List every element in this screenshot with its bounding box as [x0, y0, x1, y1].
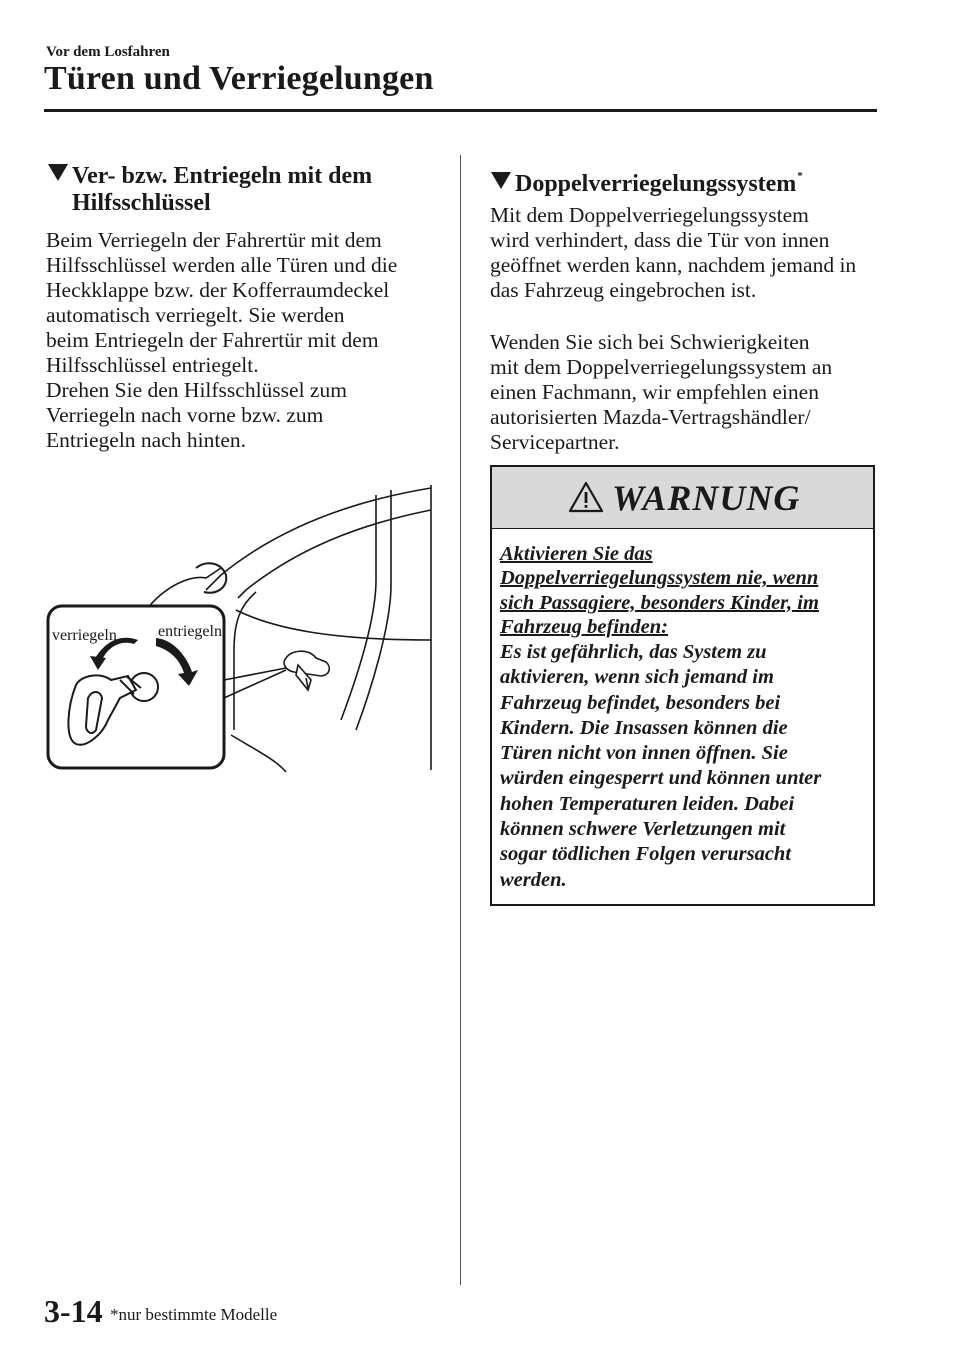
key-illustration [46, 480, 441, 780]
warning-box [490, 465, 875, 906]
warning-header [492, 467, 873, 529]
right-body-paragraph-1: Mit dem Doppelverriegelungssystem wird verhindert, dass die Tür von innen geöffnet werden kann, nachdem jemand in das Fahrzeug eingebrochen ist. [490, 203, 857, 302]
right-body-paragraph-2: Wenden Sie sich bei Schwierigkeiten mit dem Doppelverriegelungssystem an einen Fachmann, wir empfehlen einen autorisierten Mazda-Vertragshändler/ Servicepartner. [490, 330, 833, 454]
triangle-bullet-icon [491, 172, 511, 189]
warning-lead-text: Aktivieren Sie das Doppelverriegelungssystem nie, wenn sich Passagiere, besonders Kinder, im Fahrzeug befinden: [500, 543, 819, 638]
lock-label: verriegeln [52, 627, 117, 644]
left-section-heading [48, 163, 438, 217]
page-number: 3-14 [44, 1293, 103, 1329]
warning-title: WARNUNG [612, 478, 801, 518]
triangle-bullet-icon [48, 164, 68, 181]
section-label: Vor dem Losfahren [46, 44, 170, 60]
header-rule [44, 109, 877, 112]
left-body-text: Beim Verriegeln der Fahrertür mit dem Hilfsschlüssel werden alle Türen und die Heckklappe bzw. der Kofferraumdeckel automatisch verriegelt. Sie werden beim Entriegeln der Fahrertür mit dem Hilfsschlüssel entriegelt. Drehen Sie den Hilfsschlüssel zum Verriegeln nach vorne bzw. zum Entriegeln nach hinten. [46, 228, 398, 452]
warning-body-text: Es ist gefährlich, das System zu aktivieren, wenn sich jemand im Fahrzeug befindet, besonders bei Kindern. Die Insassen können die Türen nicht von innen öffnen. Sie würden eingesperrt und können unter hohen Temperaturen leiden. Dabei können schwere Verletzungen mit sogar tödlichen Folgen verursacht werden. [500, 641, 822, 891]
page-title: Türen und Verriegelungen [44, 60, 434, 97]
footnote: *nur bestimmte Modelle [110, 1305, 278, 1324]
right-section-heading [491, 163, 881, 198]
left-heading-line1: Ver- bzw. Entriegeln mit dem [72, 163, 373, 189]
column-divider [460, 155, 461, 1285]
unlock-label: entriegeln [158, 623, 222, 640]
footnote-mark: * [797, 170, 803, 182]
warning-triangle-icon [568, 481, 604, 513]
left-heading-line2: Hilfsschlüssel [72, 190, 211, 216]
right-heading-text: Doppelverriegelungssystem [515, 171, 797, 197]
